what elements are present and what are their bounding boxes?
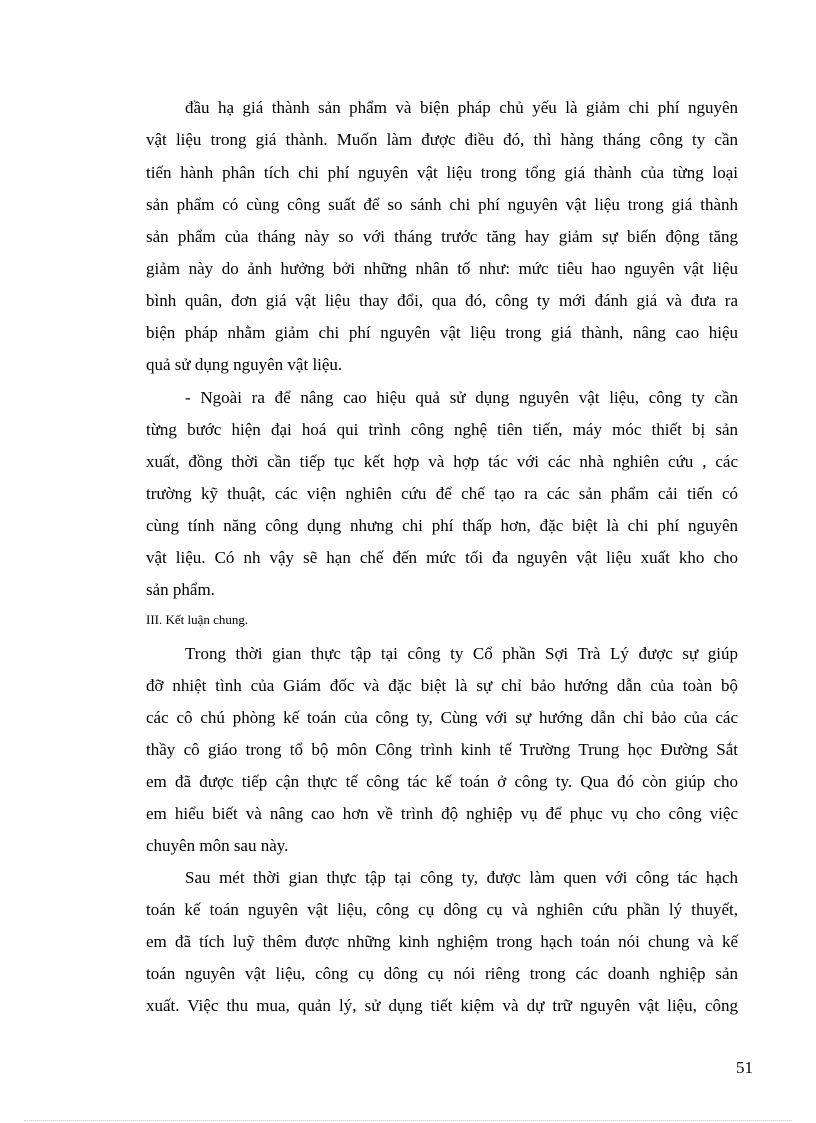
paragraph-4-line-3: em đã tích luỹ thêm được những kinh nghiệm trong hạch toán nói chung và kế <box>146 932 738 951</box>
paragraph-2-line-5: cùng tính năng công dụng nhưng chi phí thấp hơn, đặc biệt là chi phí nguyên <box>146 516 738 535</box>
paragraph-1-line-4: sản phẩm có cùng công suất để so sánh chi phí nguyên vật liệu trong giá thành <box>146 195 738 214</box>
paragraph-2-line-2: từng bước hiện đại hoá qui trình công nghệ tiên tiến, máy móc thiết bị sản <box>146 420 738 439</box>
paragraph-1-line-5: sản phẩm của tháng này so với tháng trước tăng hay giảm sự biến động tăng <box>146 227 738 246</box>
paragraph-1-line-9: quả sử dụng nguyên vật liệu. <box>146 355 343 374</box>
paragraph-4-line-5: xuất. Việc thu mua, quản lý, sử dụng tiết kiệm và dự trữ nguyên vật liệu, công <box>146 996 738 1015</box>
paragraph-3-line-2: đỡ nhiệt tình của Giám đốc và đặc biệt là sự chỉ bảo hướng dẫn của toàn bộ <box>146 676 738 695</box>
paragraph-3-line-1: Trong thời gian thực tập tại công ty Cổ phần Sợi Trà Lý được sự giúp <box>185 644 738 663</box>
paragraph-1-line-2: vật liệu trong giá thành. Muốn làm được điều đó, thì hàng tháng công ty cần <box>146 130 738 149</box>
paragraph-2-line-3: xuất, đồng thời cần tiếp tục kết hợp và hợp tác với các nhà nghiên cứu , các <box>146 452 738 471</box>
paragraph-2-line-6: vật liệu. Có nh vậy sẽ hạn chế đến mức tối đa nguyên vật liệu xuất kho cho <box>146 548 738 567</box>
paragraph-1-line-1: đầu hạ giá thành sản phẩm và biện pháp chủ yếu là giảm chi phí nguyên <box>185 98 738 117</box>
paragraph-1-line-7: bình quân, đơn giá vật liệu thay đổi, qua đó, công ty mới đánh giá và đưa ra <box>146 291 738 310</box>
paragraph-1-line-3: tiến hành phân tích chi phí nguyên vật liệu trong tổng giá thành của từng loại <box>146 163 738 182</box>
paragraph-3-line-3: các cô chú phòng kế toán của công ty, Cùng với sự hướng dẫn chỉ bảo của các <box>146 708 738 727</box>
page-number: 51 <box>736 1058 753 1077</box>
paragraph-3-line-4: thầy cô giáo trong tổ bộ môn Công trình kinh tế Trường Trung học Đường Sắt <box>146 740 738 759</box>
paragraph-2-line-7: sản phẩm. <box>146 580 215 599</box>
paragraph-3-line-6: em hiểu biết và nâng cao hơn về trình độ nghiệp vụ để phục vụ cho công việc <box>146 804 738 823</box>
paragraph-1-line-8: biện pháp nhằm giảm chi phí nguyên vật liệu trong giá thành, nâng cao hiệu <box>146 323 738 342</box>
paragraph-4-line-1: Sau mét thời gian thực tập tại công ty, được làm quen với công tác hạch <box>185 868 738 887</box>
section-heading: III. Kết luận chung. <box>146 612 249 627</box>
paragraph-4-line-4: toán nguyên vật liệu, công cụ dông cụ nói riêng trong các doanh nghiệp sản <box>146 964 738 983</box>
paragraph-1-line-6: giảm này do ảnh hưởng bởi những nhân tố như: mức tiêu hao nguyên vật liệu <box>146 259 738 278</box>
paragraph-4-line-2: toán kế toán nguyên vật liệu, công cụ dông cụ và nghiên cứu phần lý thuyết, <box>146 900 738 919</box>
paragraph-2-line-4: trường kỹ thuật, các viện nghiên cứu để chế tạo ra các sản phẩm cải tiến có <box>146 484 738 503</box>
paragraph-2-line-1: - Ngoài ra để nâng cao hiệu quả sử dụng nguyên vật liệu, công ty cần <box>185 388 738 407</box>
footer-divider <box>24 1120 792 1121</box>
paragraph-3-line-7: chuyên môn sau này. <box>146 836 289 855</box>
paragraph-3-line-5: em đã được tiếp cận thực tế công tác kế toán ở công ty. Qua đó còn giúp cho <box>146 772 738 791</box>
